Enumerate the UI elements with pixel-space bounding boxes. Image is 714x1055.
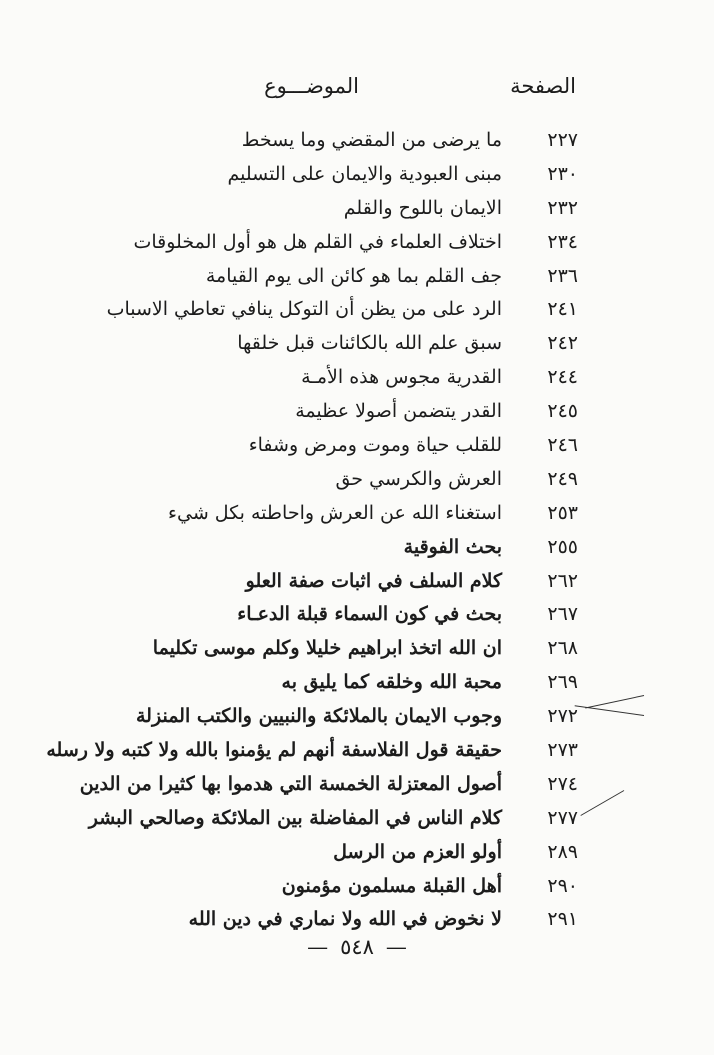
entry-title: سبق علم الله بالكائنات قبل خلقها bbox=[237, 332, 502, 355]
entry-page-number: ٢٤٤ bbox=[547, 366, 578, 389]
entry-page-number: ٢٦٨ bbox=[547, 637, 578, 660]
entry-title: أولو العزم من الرسل bbox=[333, 840, 502, 863]
entry-page-number: ٢٣٢ bbox=[547, 196, 578, 219]
entry-title: وجوب الايمان بالملائكة والنبيين والكتب المنزلة bbox=[136, 705, 502, 728]
entry-page-number: ٢٤٩ bbox=[547, 467, 578, 490]
topic-column-heading: الموضـــوع bbox=[264, 74, 359, 98]
entry-page-number: ٢٩٠ bbox=[547, 874, 578, 897]
entry-title: اختلاف العلماء في القلم هل هو أول المخلوقات bbox=[133, 230, 502, 253]
toc-entry bbox=[0, 429, 714, 463]
toc-entry bbox=[0, 124, 714, 158]
entry-page-number: ٢٧٢ bbox=[547, 705, 578, 728]
toc-entry bbox=[0, 836, 714, 870]
toc-entry bbox=[0, 361, 714, 395]
toc-entry bbox=[0, 192, 714, 226]
entry-title: بحث في كون السماء قبلة الدعـاء bbox=[237, 603, 502, 626]
entry-title: جف القلم بما هو كائن الى يوم القيامة bbox=[205, 264, 502, 287]
toc-entry bbox=[0, 700, 714, 734]
toc-entry bbox=[0, 565, 714, 599]
entry-page-number: ٢٤٥ bbox=[547, 400, 578, 423]
entry-page-number: ٢٧٤ bbox=[547, 772, 578, 795]
entry-page-number: ٢٥٥ bbox=[547, 535, 578, 558]
entry-page-number: ٢٤٢ bbox=[547, 332, 578, 355]
entry-title: القدرية مجوس هذه الأمـة bbox=[301, 366, 502, 389]
toc-entry bbox=[0, 395, 714, 429]
toc-entry bbox=[0, 598, 714, 632]
entry-page-number: ٢٨٩ bbox=[547, 840, 578, 863]
toc-entry bbox=[0, 734, 714, 768]
entry-page-number: ٢٣٦ bbox=[547, 264, 578, 287]
toc-entry bbox=[0, 666, 714, 700]
table-of-contents bbox=[0, 124, 714, 937]
footer-dash-left: — bbox=[385, 935, 407, 959]
toc-entry bbox=[0, 497, 714, 531]
entry-title: كلام السلف في اثبات صفة العلو bbox=[245, 569, 502, 592]
entry-title: لا نخوض في الله ولا نماري في دين الله bbox=[188, 908, 502, 931]
entry-page-number: ٢٦٢ bbox=[547, 569, 578, 592]
entry-title: حقيقة قول الفلاسفة أنهم لم يؤمنوا بالله ولا كتبه ولا رسله bbox=[46, 739, 502, 762]
page-number: ٥٤٨ bbox=[340, 935, 374, 959]
entry-title: مبنى العبودية والايمان على التسليم bbox=[227, 162, 502, 185]
entry-title: ان الله اتخذ ابراهيم خليلا وكلم موسى تكليما bbox=[152, 637, 502, 660]
toc-entry bbox=[0, 327, 714, 361]
toc-entry bbox=[0, 158, 714, 192]
toc-entry bbox=[0, 870, 714, 904]
entry-page-number: ٢٦٧ bbox=[547, 603, 578, 626]
entry-title: أصول المعتزلة الخمسة التي هدموا بها كثيرا من الدين bbox=[79, 772, 502, 795]
entry-page-number: ٢٤١ bbox=[547, 298, 578, 321]
entry-page-number: ٢٦٩ bbox=[547, 671, 578, 694]
entry-page-number: ٢٣٤ bbox=[547, 230, 578, 253]
entry-title: أهل القبلة مسلمون مؤمنون bbox=[281, 874, 502, 897]
toc-entry bbox=[0, 531, 714, 565]
entry-title: الرد على من يظن أن التوكل ينافي تعاطي الاسباب bbox=[106, 298, 502, 321]
footer-dash-right: — bbox=[307, 935, 329, 959]
entry-page-number: ٢٣٠ bbox=[547, 162, 578, 185]
toc-header bbox=[0, 70, 714, 110]
entry-title: محبة الله وخلقه كما يليق به bbox=[281, 671, 502, 694]
toc-entry bbox=[0, 260, 714, 294]
toc-entry bbox=[0, 226, 714, 260]
entry-title: العرش والكرسي حق bbox=[335, 467, 502, 490]
toc-entry bbox=[0, 632, 714, 666]
toc-entry bbox=[0, 802, 714, 836]
toc-entry bbox=[0, 768, 714, 802]
entry-title: ما يرضى من المقضي وما يسخط bbox=[241, 129, 502, 151]
page-footer bbox=[0, 935, 714, 959]
entry-title: استغناء الله عن العرش واحاطته بكل شيء bbox=[168, 501, 502, 524]
entry-page-number: ٢٧٣ bbox=[547, 739, 578, 762]
entry-page-number: ٢٢٧ bbox=[547, 129, 578, 151]
entry-title: بحث الفوقية bbox=[403, 535, 502, 558]
entry-page-number: ٢٥٣ bbox=[547, 501, 578, 524]
entry-title: كلام الناس في المفاضلة بين الملائكة وصالحي البشر bbox=[88, 806, 502, 829]
toc-entry bbox=[0, 903, 714, 937]
entry-page-number: ٢٩١ bbox=[547, 908, 578, 931]
toc-entry bbox=[0, 293, 714, 327]
entry-page-number: ٢٧٧ bbox=[547, 806, 578, 829]
entry-title: للقلب حياة وموت ومرض وشفاء bbox=[248, 434, 502, 457]
entry-title: القدر يتضمن أصولا عظيمة bbox=[295, 400, 502, 423]
entry-page-number: ٢٤٦ bbox=[547, 434, 578, 457]
toc-entry bbox=[0, 463, 714, 497]
entry-title: الايمان باللوح والقلم bbox=[343, 196, 502, 219]
page-column-heading: الصفحة bbox=[510, 74, 576, 98]
